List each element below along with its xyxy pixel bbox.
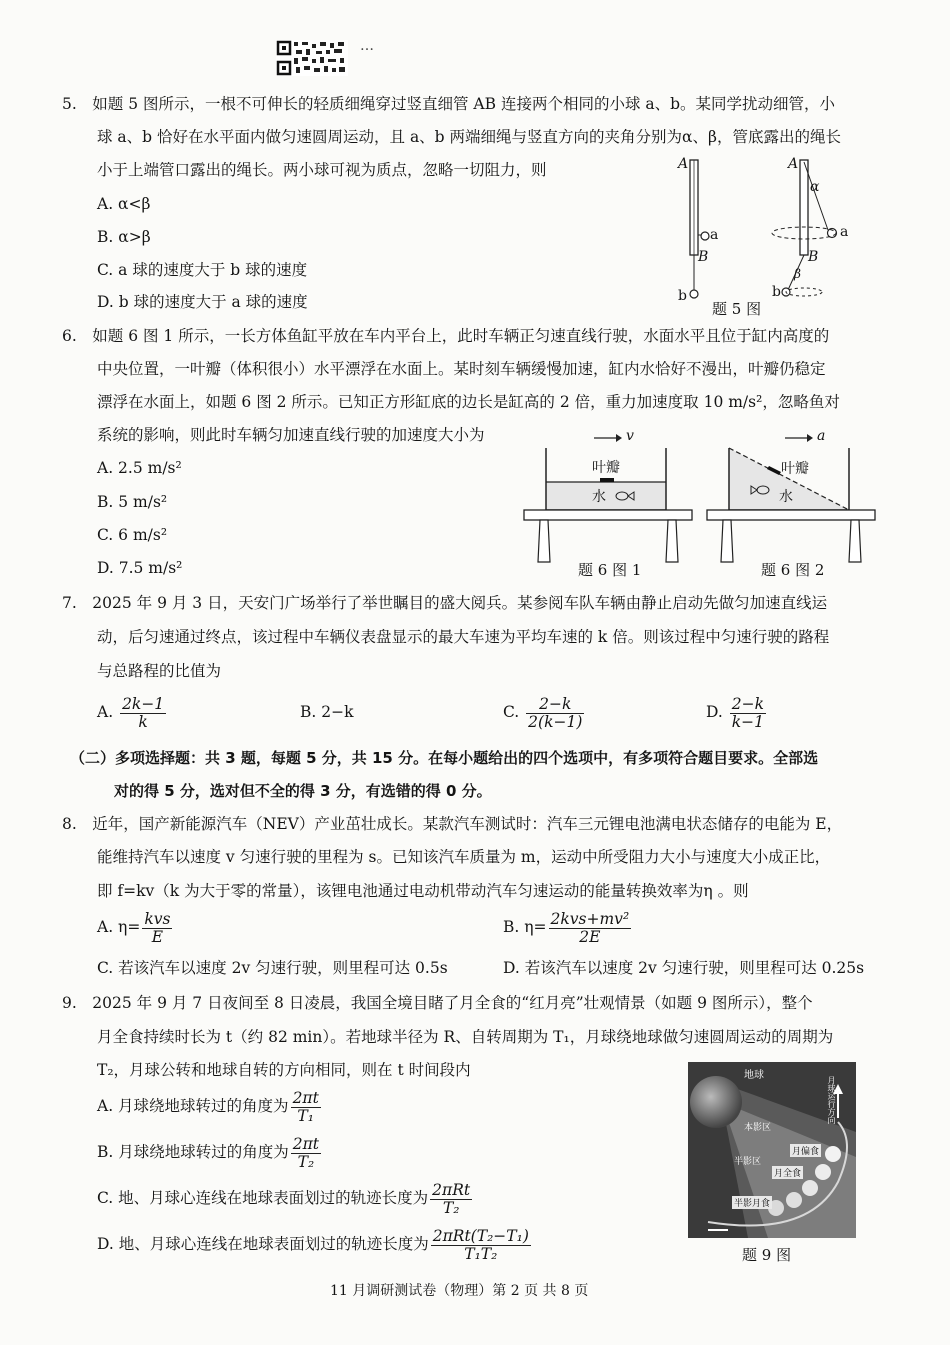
- q9-option-d: D. 地、月球心连线在地球表面划过的轨迹长度为 $\frac{\text{2πRt(T₂−T₁)}}{\text{T₁T₂}}$: [97, 1226, 529, 1263]
- qr-code: [276, 40, 348, 76]
- q7-option-d: D. $\frac{2-k}{k-1}$: [706, 694, 764, 731]
- fig9-label-partial: 月偏食: [790, 1144, 821, 1157]
- fig5-label-a2: A: [788, 156, 799, 172]
- q8-line-3: 即 f=kv（k 为大于零的常量），该锂电池通过电动机带动汽车匀速运动的能量转换效率为η 。则: [97, 882, 749, 900]
- q7-option-a: A. $\frac{2k-1}{k}$: [97, 694, 165, 731]
- q9-option-b: B. 月球绕地球转过的角度为 $\frac{2\pi t}{\text{T₂}}$: [97, 1134, 320, 1171]
- q6-figure-2: [705, 428, 877, 583]
- q7-line-3: 与总路程的比值为: [97, 662, 222, 680]
- q5-option-a: A. α<β: [97, 195, 151, 213]
- q8-option-c: C. 若该汽车以速度 2v 匀速行驶，则里程可达 0.5s: [97, 959, 448, 977]
- fig5-caption: 题 5 图: [712, 300, 762, 318]
- q6-line-1: 6. 如题 6 图 1 所示，一长方体鱼缸平放在车内平台上，此时车辆正匀速直线行驶，水面水平且位于缸内高度的: [62, 327, 830, 345]
- q6-option-c: C. 6 m/s²: [97, 526, 168, 544]
- fig6-2-water-label: 水: [779, 489, 793, 505]
- q8-option-b: B. η= $\frac{\text{2kvs+mv²}}{2E}$: [503, 909, 630, 946]
- q8-line-2: 能维持汽车以速度 v 匀速行驶的里程为 s。已知该汽车质量为 m，运动中所受阻力大小与速度大小成正比，: [97, 848, 831, 866]
- q7-line-1: 7. 2025 年 9 月 3 日，天安门广场举行了举世瞩目的盛大阅兵。某参阅车队车辆由静止启动先做匀加速直线运: [62, 594, 828, 612]
- q6-line-2: 中央位置，一叶瓣（体积很小）水平漂浮在水面上。某时刻车辆缓慢加速，缸内水恰好不漫出，叶瓣仍稳定: [97, 360, 826, 378]
- q6-option-d: D. 7.5 m/s²: [97, 559, 183, 577]
- q6-line-4: 系统的影响，则此时车辆匀加速直线行驶的加速度大小为: [97, 426, 485, 444]
- fig9-label-earth: 地球: [744, 1070, 764, 1081]
- q5-line-3: 小于上端管口露出的绳长。两小球可视为质点，忽略一切阻力，则: [97, 161, 547, 179]
- q9-figure: [688, 1062, 856, 1238]
- q5-option-b: B. α>β: [97, 228, 151, 246]
- fig5-label-ball-b1: b: [678, 288, 687, 304]
- q8-line-1: 8. 近年，国产新能源汽车（NEV）产业茁壮成长。某款汽车测试时：汽车三元锂电池满电状态储存的电能为 E，: [62, 815, 843, 833]
- fig6-1-water-label: 水: [592, 489, 606, 505]
- q5-line-2: 球 a、b 恰好在水平面内做匀速圆周运动，且 a、b 两端细绳与竖直方向的夹角分别为α、β，管底露出的绳长: [97, 128, 841, 146]
- fig5-label-ball-a2: a: [840, 224, 849, 240]
- fig5-label-alpha: α: [810, 179, 820, 195]
- page-footer: 11 月调研测试卷（物理）第 2 页 共 8 页: [330, 1283, 589, 1299]
- fig6-1-v-label: v: [626, 428, 634, 444]
- header-banner: …: [360, 38, 374, 54]
- fig5-label-b1: B: [698, 249, 709, 265]
- q6-option-a: A. 2.5 m/s²: [97, 459, 182, 477]
- fig9-label-penumbra: 半影区: [734, 1157, 762, 1167]
- q9-line-2: 月全食持续时长为 t（约 82 min）。若地球半径为 R、自转周期为 T₁，月球绕地球做匀速圆周运动的周期为: [97, 1028, 834, 1046]
- fig9-label-penumbral-eclipse: 半影月食: [732, 1196, 772, 1209]
- q5-figure: [660, 152, 860, 318]
- section2-line-2: 对的得 5 分，选对但不全的得 3 分，有选错的得 0 分。: [114, 782, 492, 800]
- q7-line-2: 动，后匀速通过终点，该过程中车辆仪表盘显示的最大车速为平均车速的 k 倍。则该过程中匀速行驶的路程: [97, 628, 830, 646]
- q6-figure-1: [522, 428, 694, 583]
- fig6-1-caption: 题 6 图 1: [578, 561, 642, 579]
- q9-option-a: A. 月球绕地球转过的角度为 $\frac{2\pi t}{\text{T₁}}$: [97, 1088, 319, 1125]
- fig9-label-umbra: 本影区: [744, 1123, 772, 1133]
- section2-line-1: （二）多项选择题：共 3 题，每题 5 分，共 15 分。在每小题给出的四个选项中，有多项符合题目要求。全部选: [70, 749, 819, 767]
- q7-option-c: C. $\frac{2-k}{2(k-1)}$: [503, 694, 583, 731]
- fig9-label-total: 月全食: [772, 1166, 803, 1179]
- fig6-1-leaf-label: 叶瓣: [592, 460, 620, 476]
- q7-option-b: B. 2−k: [300, 703, 354, 721]
- fig5-label-ball-b2: b: [772, 284, 781, 300]
- fig6-2-caption: 题 6 图 2: [761, 561, 825, 579]
- fig9-caption: 题 9 图: [742, 1246, 792, 1264]
- q9-option-c: C. 地、月球心连线在地球表面划过的轨迹长度为 $\frac{\text{2πRt}}{\text{T₂}}$: [97, 1180, 471, 1217]
- q6-option-b: B. 5 m/s²: [97, 493, 168, 511]
- fig5-label-a1: A: [678, 156, 689, 172]
- q6-line-3: 漂浮在水面上，如题 6 图 2 所示。已知正方形缸底的边长是缸高的 2 倍，重力加速度取 10 m/s²，忽略鱼对: [97, 393, 840, 411]
- fig5-label-ball-a1: a: [710, 227, 719, 243]
- fig9-label-direction: 月球运行方向: [827, 1076, 836, 1124]
- q8-option-a: A. η= $\frac{\text{kvs}}{E}$: [97, 909, 171, 946]
- q5-option-d: D. b 球的速度大于 a 球的速度: [97, 293, 308, 311]
- fig6-2-a-label: a: [817, 428, 826, 444]
- fig5-label-beta: β: [794, 267, 801, 281]
- fig5-label-b2: B: [808, 249, 819, 265]
- q9-line-1: 9. 2025 年 9 月 7 日夜间至 8 日凌晨，我国全境目睹了月全食的“红月亮”壮观情景（如题 9 图所示），整个: [62, 994, 813, 1012]
- q8-option-d: D. 若该汽车以速度 2v 匀速行驶，则里程可达 0.25s: [503, 959, 865, 977]
- q5-line-1: 5. 如题 5 图所示，一根不可伸长的轻质细绳穿过竖直细管 AB 连接两个相同的小球 a、b。某同学扰动细管，小: [62, 95, 836, 113]
- q9-line-3: T₂，月球公转和地球自转的方向相同，则在 t 时间段内: [97, 1061, 471, 1079]
- q5-option-c: C. a 球的速度大于 b 球的速度: [97, 261, 308, 279]
- fig6-2-leaf-label: 叶瓣: [781, 461, 809, 477]
